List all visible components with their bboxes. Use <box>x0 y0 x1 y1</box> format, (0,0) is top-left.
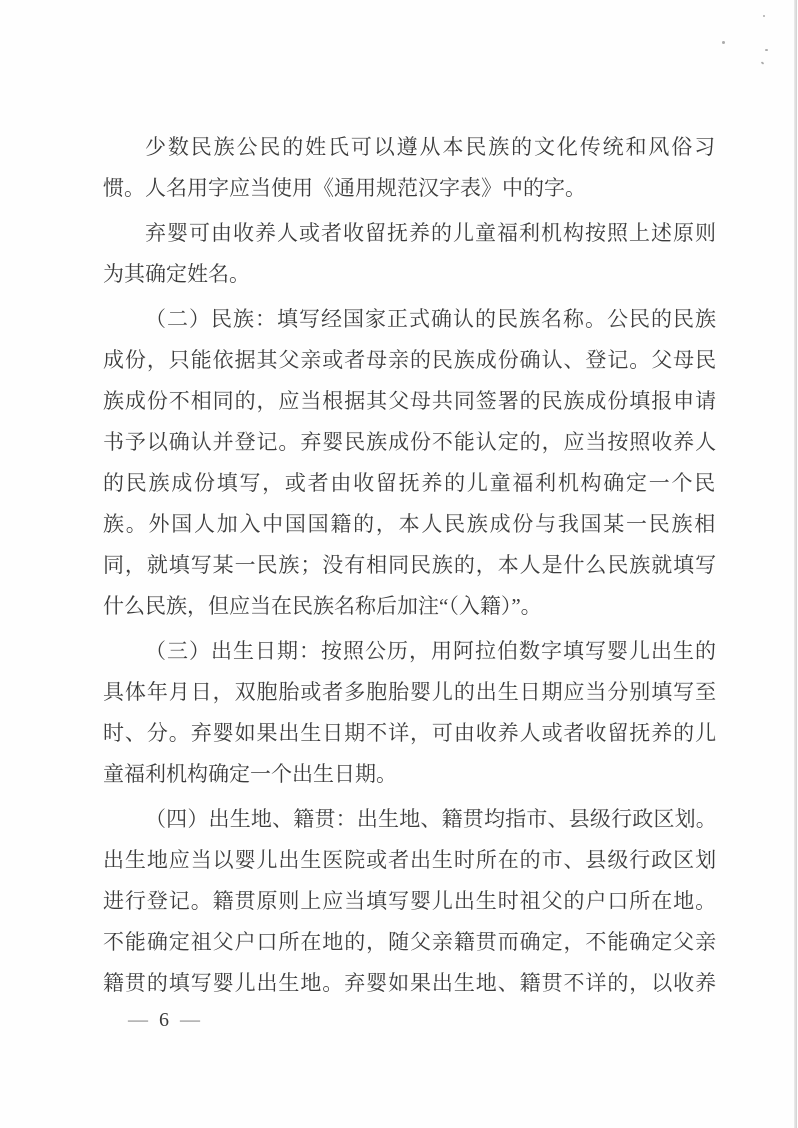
text-line: 族成份不相同的，应当根据其父母共同签署的民族成份填报申请 <box>103 389 717 413</box>
text-line: 族。外国人加入中国国籍的，本人民族成份与我国某一民族相 <box>103 512 717 536</box>
text-line: 的民族成份填写，或者由收留抚养的儿童福利机构确定一个民 <box>103 471 717 495</box>
text-line: 不能确定祖父户口所在地的，随父亲籍贯而确定，不能确定父亲 <box>103 930 717 954</box>
scan-speckle <box>761 61 765 64</box>
text-line: 童福利机构确定一个出生日期。 <box>103 762 397 786</box>
scan-speckle <box>763 15 765 17</box>
footer-dash-left: — <box>128 1009 148 1030</box>
text-line: 少数民族公民的姓氏可以遵从本民族的文化传统和风俗习 <box>145 135 717 159</box>
text-line: 惯。人名用字应当使用《通用规范汉字表》中的字。 <box>103 176 586 200</box>
text-line: 进行登记。籍贯原则上应当填写婴儿出生时祖父的户口所在地。 <box>103 889 717 913</box>
scan-speckle <box>765 49 768 51</box>
text-line: 时、分。弃婴如果出生日期不详，可由收养人或者收留抚养的儿 <box>103 721 717 745</box>
text-line: 出生地应当以婴儿出生医院或者出生时所在的市、县级行政区划 <box>103 848 717 872</box>
scan-speckle <box>722 41 725 44</box>
text-line: （三）出生日期：按照公历，用阿拉伯数字填写婴儿出生的 <box>145 639 717 663</box>
page-number: 6 <box>159 1008 169 1031</box>
paragraph-abandoned-infant-name <box>103 213 717 295</box>
paragraph-birth-date <box>103 631 717 795</box>
page-footer <box>128 1005 200 1035</box>
document-body <box>103 127 717 1004</box>
text-line: 具体年月日，双胞胎或者多胞胎婴儿的出生日期应当分别填写至 <box>103 680 717 704</box>
text-line: 什么民族，但应当在民族名称后加注“（入籍）”。 <box>103 594 542 618</box>
paragraph-birthplace-origin <box>103 799 717 1004</box>
paragraph-ethnicity <box>103 299 717 627</box>
text-line: （二）民族：填写经国家正式确认的民族名称。公民的民族 <box>145 307 717 331</box>
text-line: 为其确定姓名。 <box>103 262 250 286</box>
footer-dash-right: — <box>180 1009 200 1030</box>
text-line: 弃婴可由收养人或者收留抚养的儿童福利机构按照上述原则 <box>145 221 717 245</box>
text-line: 书予以确认并登记。弃婴民族成份不能认定的，应当按照收养人 <box>103 430 717 454</box>
text-line: 同，就填写某一民族；没有相同民族的，本人是什么民族就填写 <box>103 553 717 577</box>
scan-edge-artifact <box>794 0 797 1128</box>
paragraph-surname-rules <box>103 127 717 209</box>
text-line: 籍贯的填写婴儿出生地。弃婴如果出生地、籍贯不详的，以收养 <box>103 971 717 995</box>
text-line: 成份，只能依据其父亲或者母亲的民族成份确认、登记。父母民 <box>103 348 717 372</box>
text-line: （四）出生地、籍贯：出生地、籍贯均指市、县级行政区划。 <box>145 807 717 831</box>
